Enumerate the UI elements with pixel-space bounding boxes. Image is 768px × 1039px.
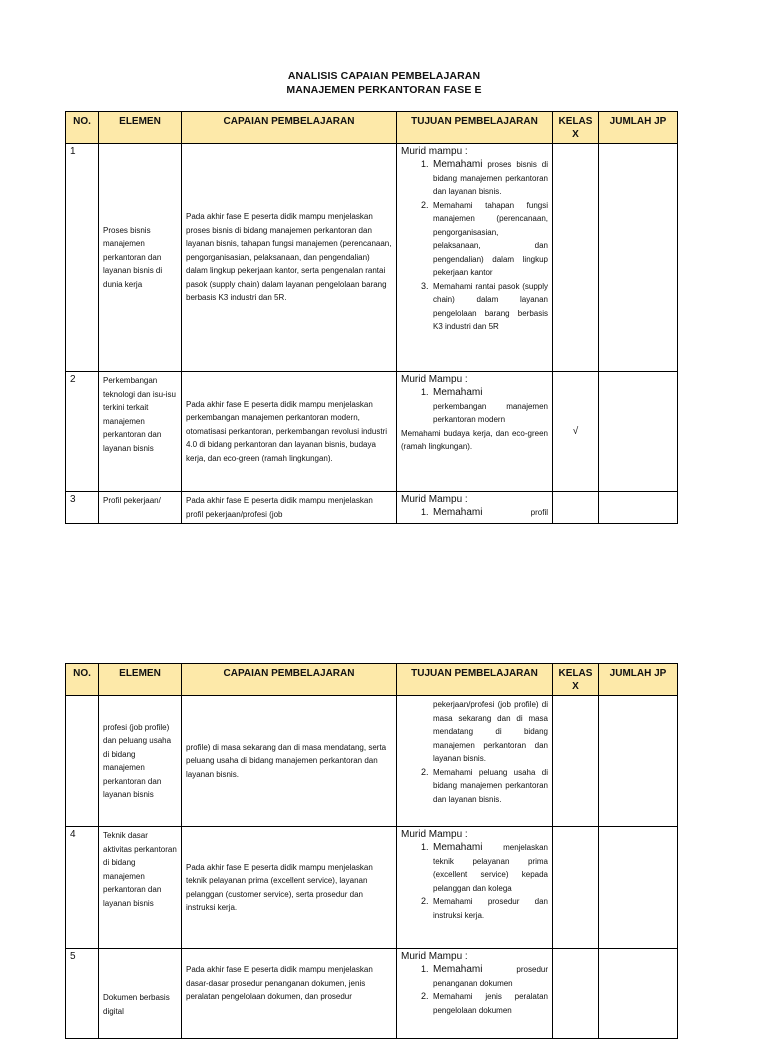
kelas-cell [553, 696, 599, 827]
jp-cell [599, 372, 678, 492]
row-number: 1 [66, 144, 99, 372]
jp-cell [599, 696, 678, 827]
tujuan-item: 1. Memahami perkembangan manajemen perkantoran modern [431, 386, 548, 427]
jp-cell [599, 144, 678, 372]
elemen-cell: Dokumen berbasis digital [99, 949, 182, 1039]
capaian-cell: Pada akhir fase E peserta didik mampu menjelaskan profil pekerjaan/profesi (job [182, 492, 397, 524]
elemen-cell: profesi (job profile) dan peluang usaha di bidang manajemen perkantoran dan layanan bisnis [99, 696, 182, 827]
header-no: NO. [66, 664, 99, 696]
capaian-cell: Pada akhir fase E peserta didik mampu menjelaskan proses bisnis di bidang manajemen perkantoran dan layanan bisnis, tahapan fungsi manajemen (perencanaan, pengorganisasian, pelaksanaan, dan pengendalian) dalam lingkup pekerjaan kantor, serta pengenalan rantai pasok (supply chain) dalam layanan pengelolaan barang berbasis K3 industri dan 5R. [182, 144, 397, 372]
tujuan-cell [397, 492, 553, 524]
tujuan-item: 2. Memahami prosedur dan instruksi kerja. [431, 895, 548, 922]
tujuan-extra: Memahami budaya kerja, dan eco-green (ramah lingkungan). [401, 428, 548, 451]
table-row [66, 144, 678, 372]
tujuan-item: 2. Memahami peluang usaha di bidang manajemen perkantoran dan layanan bisnis. [431, 766, 548, 807]
tujuan-list [401, 766, 548, 807]
capaian-cell: Pada akhir fase E peserta didik mampu menjelaskan dasar-dasar prosedur penanganan dokumen, jenis peralatan pengelolaan dokumen, dan prosedur [182, 949, 397, 1039]
tujuan-intro: Murid Mampu : [401, 494, 468, 505]
tujuan-item: 1. Memahami proses bisnis di bidang manajemen perkantoran dan layanan bisnis. [431, 158, 548, 199]
tujuan-list [401, 963, 548, 1017]
header-elemen: ELEMEN [99, 664, 182, 696]
row-number: 4 [66, 827, 99, 949]
jp-cell [599, 492, 678, 524]
header-capaian: CAPAIAN PEMBELAJARAN [182, 112, 397, 144]
kelas-cell [553, 827, 599, 949]
tujuan-item: 2. Memahami tahapan fungsi manajemen (perencanaan, pengorganisasian, pelaksanaan, dan pengendalian) dalam lingkup pekerjaan kantor [431, 199, 548, 280]
header-jp: JUMLAH JP [599, 664, 678, 696]
tujuan-intro: Murid mampu : [401, 146, 468, 157]
table-header-row [66, 664, 678, 696]
tujuan-list [401, 506, 548, 520]
row-number: 5 [66, 949, 99, 1039]
tujuan-cell [397, 696, 553, 827]
header-kelas: KELAS X [553, 664, 599, 696]
tujuan-list [401, 158, 548, 334]
header-no: NO. [66, 112, 99, 144]
kelas-cell [553, 949, 599, 1039]
header-jp: JUMLAH JP [599, 112, 678, 144]
tujuan-intro: Murid Mampu : [401, 951, 468, 962]
tujuan-intro: Murid Mampu : [401, 374, 468, 385]
analysis-table-page1 [65, 111, 678, 524]
table-row [66, 827, 678, 949]
elemen-cell: Perkembangan teknologi dan isu-isu terkini terkait manajemen perkantoran dan layanan bisnis [99, 372, 182, 492]
tujuan-list [401, 841, 548, 922]
row-number: 2 [66, 372, 99, 492]
elemen-cell: Proses bisnis manajemen perkantoran dan layanan bisnis di dunia kerja [99, 144, 182, 372]
table-row [66, 696, 678, 827]
elemen-cell: Teknik dasar aktivitas perkantoran di bidang manajemen perkantoran dan layanan bisnis [99, 827, 182, 949]
tujuan-item: 1. Memahami menjelaskan teknik pelayanan prima (excellent service) kepada pelanggan dan kolega [431, 841, 548, 895]
table-row [66, 372, 678, 492]
tujuan-item: 3. Memahami rantai pasok (supply chain) dalam layanan pengelolaan barang berbasis K3 industri dan 5R [431, 280, 548, 334]
table-row [66, 492, 678, 524]
table-header-row [66, 112, 678, 144]
tujuan-intro: Murid Mampu : [401, 829, 468, 840]
analysis-table-page2 [65, 663, 678, 1039]
tujuan-cell [397, 949, 553, 1039]
kelas-cell [553, 372, 599, 492]
tujuan-item: 1. Memahami profil [431, 506, 548, 520]
table-row [66, 949, 678, 1039]
tujuan-item: 1. Memahami prosedur penanganan dokumen [431, 963, 548, 990]
tujuan-cell [397, 372, 553, 492]
capaian-cell: profile) di masa sekarang dan di masa mendatang, serta peluang usaha di bidang manajemen perkantoran dan layanan bisnis. [182, 696, 397, 827]
jp-cell [599, 949, 678, 1039]
capaian-cell: Pada akhir fase E peserta didik mampu menjelaskan perkembangan manajemen perkantoran modern, otomatisasi perkantoran, perkembangan revolusi industri 4.0 di bidang perkantoran dan layanan bisnis, budaya kerja, dan eco-green (ramah lingkungan). [182, 372, 397, 492]
header-tujuan: TUJUAN PEMBELAJARAN [397, 112, 553, 144]
tujuan-item: 2. Memahami jenis peralatan pengelolaan dokumen [431, 990, 548, 1017]
tujuan-cell [397, 827, 553, 949]
elemen-cell: Profil pekerjaan/ [99, 492, 182, 524]
header-capaian: CAPAIAN PEMBELAJARAN [182, 664, 397, 696]
document-title-line1: ANALISIS CAPAIAN PEMBELAJARAN [287, 70, 481, 82]
tujuan-continuation: pekerjaan/profesi (job profile) di masa sekarang dan di masa mendatang di bidang manajemen perkantoran dan layanan bisnis. [433, 700, 548, 763]
jp-cell [599, 827, 678, 949]
tujuan-list [401, 386, 548, 427]
check-mark: √ [572, 425, 579, 437]
row-number: 3 [66, 492, 99, 524]
header-kelas: KELAS X [553, 112, 599, 144]
header-elemen: ELEMEN [99, 112, 182, 144]
tujuan-cell [397, 144, 553, 372]
kelas-cell [553, 144, 599, 372]
capaian-cell: Pada akhir fase E peserta didik mampu menjelaskan teknik pelayanan prima (excellent service), layanan pelanggan (customer service), serta prosedur dan instruksi kerja. [182, 827, 397, 949]
header-tujuan: TUJUAN PEMBELAJARAN [397, 664, 553, 696]
row-number [66, 696, 99, 827]
document-title-line2: MANAJEMEN PERKANTORAN FASE E [286, 84, 482, 96]
kelas-cell [553, 492, 599, 524]
